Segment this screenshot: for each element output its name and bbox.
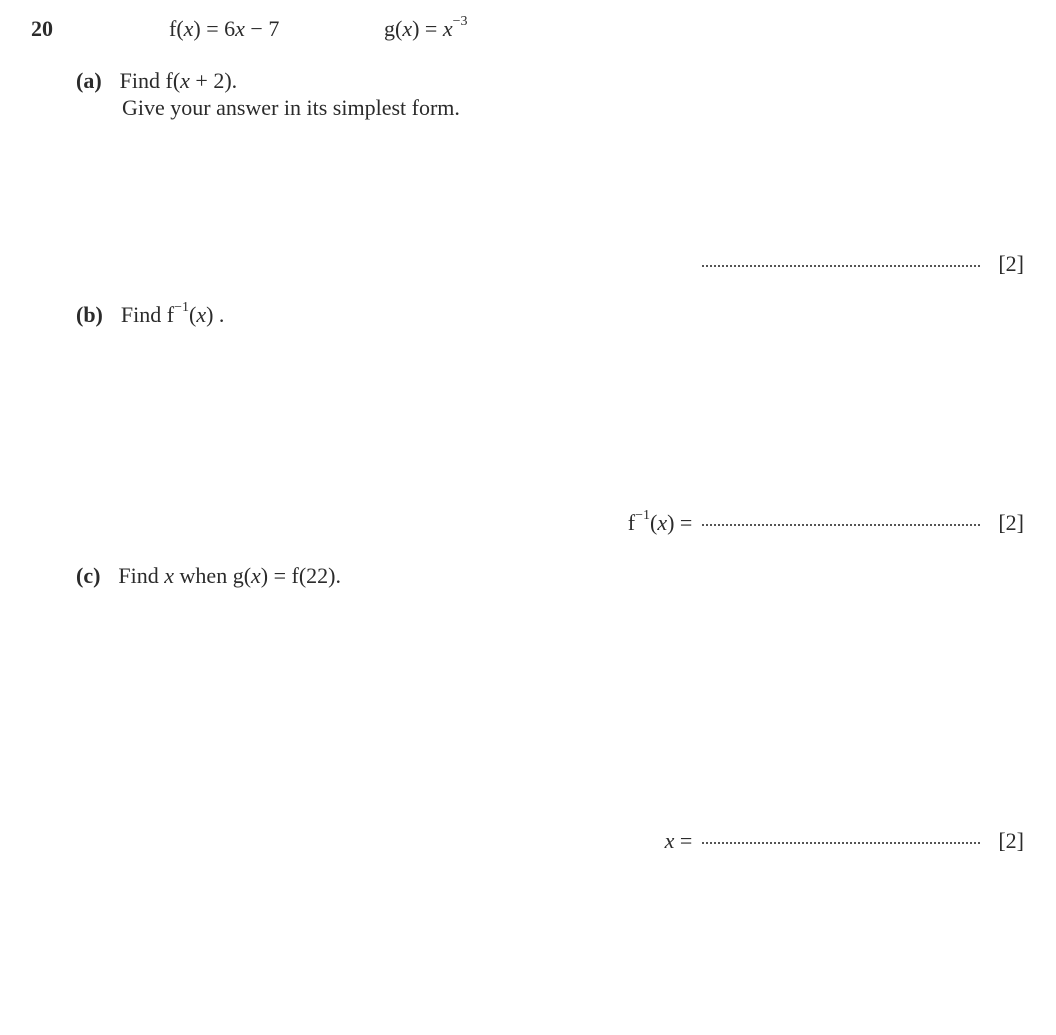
part-a-question (76, 68, 237, 94)
part-b-text-prefix: Find f (120, 302, 175, 327)
part-a-label: (a) (76, 68, 102, 93)
part-c-answer-prefix (665, 828, 693, 854)
part-c-answer-var: x (664, 828, 675, 853)
part-c-text-suffix: ) = f(22). (260, 563, 342, 588)
part-b-answer-var: x (657, 510, 668, 535)
part-c-marks: [2] (998, 828, 1024, 853)
g-def-exponent: −3 (452, 13, 468, 29)
part-c-text-find: Find (118, 563, 165, 588)
part-c-text-var2: x (251, 563, 261, 588)
part-b-answer-row (627, 507, 1024, 536)
part-b-question (76, 299, 225, 328)
part-a-text-suffix: + 2). (189, 68, 238, 93)
part-c-question (76, 563, 341, 589)
part-c-text-var: x (164, 563, 175, 588)
f-def-var: x (183, 16, 194, 41)
part-a-text-var: x (180, 68, 190, 93)
f-def-suffix: − 7 (244, 16, 280, 41)
part-a-text-prefix: Find f( (119, 68, 181, 93)
f-def-mid: ) = 6 (193, 16, 236, 41)
g-def-var: x (402, 16, 413, 41)
part-b-answer-open: ( (650, 510, 658, 535)
part-c-text-mid: when g( (174, 563, 252, 588)
question-number: 20 (31, 16, 53, 41)
part-a-answer-line[interactable] (702, 264, 980, 267)
part-a-answer-row (702, 251, 1024, 277)
part-b-answer-close: ) = (667, 510, 693, 535)
part-b-label: (b) (76, 302, 103, 327)
f-def-var2: x (235, 16, 245, 41)
part-b-text-suffix: ) . (206, 302, 225, 327)
part-b-text-mid: ( (188, 302, 197, 327)
part-b-text-var: x (196, 302, 207, 327)
g-def-prefix: g( (384, 16, 403, 41)
f-def-prefix: f( (169, 16, 184, 41)
part-a-marks: [2] (998, 251, 1024, 276)
g-def-mid: ) = (412, 16, 443, 41)
part-c-answer-row (665, 828, 1024, 854)
g-definition (384, 13, 468, 42)
part-b-answer-f: f (627, 510, 636, 535)
g-def-var2: x (442, 16, 453, 41)
part-b-text-exponent: −1 (174, 299, 189, 315)
part-c-label: (c) (76, 563, 101, 588)
part-a-instruction: Give your answer in its simplest form. (122, 95, 460, 120)
part-b-answer-line[interactable] (702, 523, 980, 526)
part-b-answer-exponent: −1 (635, 507, 651, 523)
part-c-answer-line[interactable] (702, 841, 980, 844)
part-b-answer-prefix (627, 507, 693, 536)
part-b-marks: [2] (998, 510, 1024, 535)
f-definition (169, 16, 279, 42)
part-c-answer-eq: = (674, 828, 693, 853)
